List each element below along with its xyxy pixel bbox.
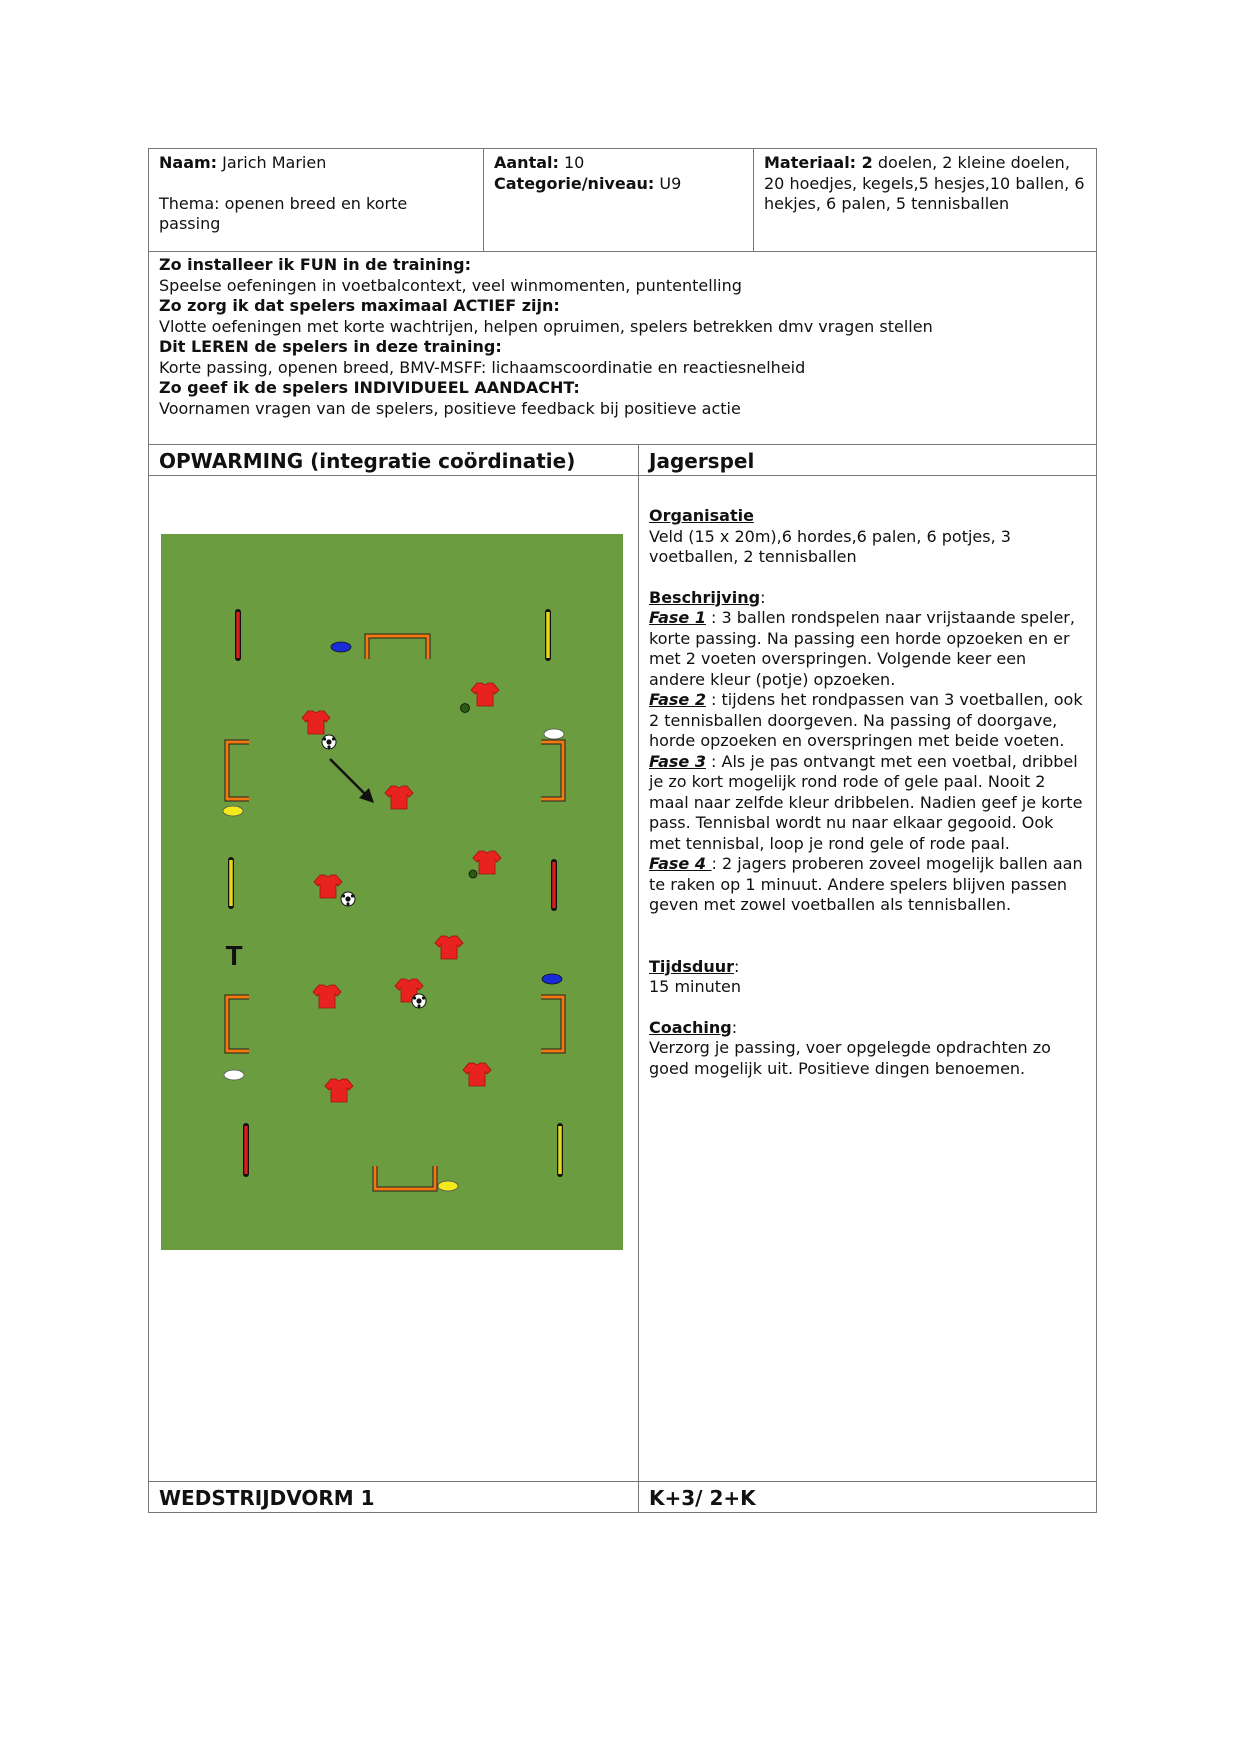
organisatie-title: Organisatie [649,506,754,525]
football [322,735,336,749]
tijdsduur-title: Tijdsduur [649,956,734,976]
player-shirt [471,683,499,706]
fase-4 [649,854,1086,916]
beschrijving-title: Beschrijving [649,587,761,607]
warmup-body-row [149,475,1096,1481]
diagram-cell [149,476,638,1481]
fase-3 [649,752,1086,855]
principle-leren [159,337,1086,378]
football-field-diagram [161,534,623,1250]
player-shirt [463,1063,491,1086]
header-row [149,149,1096,251]
warmup-header-row [149,444,1096,475]
cone-yellow [223,806,243,816]
principle-answer: Speelse oefeningen in voetbalcontext, veel winmomenten, puntentelling [159,275,742,295]
naam-value: Jarich Marien [217,153,327,172]
warmup-game-title: Jagerspel [638,445,1096,475]
coaching-colon: : [731,1017,738,1037]
beschrijving-heading [649,588,1086,609]
player-shirt [314,875,342,898]
categorie-label: Categorie/niveau: [494,173,655,193]
warmup-title: OPWARMING (integratie coördinatie) [159,449,576,473]
fase-1 [649,608,1086,690]
principle-question: Dit LEREN de spelers in deze training: [159,337,502,356]
training-sheet [148,148,1097,1513]
beschrijving-colon: : [760,587,766,607]
naam-label: Naam: [159,153,218,172]
cone-blue [331,642,351,652]
goal-left-upper [227,742,249,799]
cone-blue [542,974,562,984]
coaching-title: Coaching [649,1017,732,1037]
fase-text: : 2 jagers proberen zoveel mogelijk ballen aan te raken op 1 minuut. Andere spelers blijven passen geven met zowel voetballen als tennisballen. [649,854,1083,914]
fase-label: Fase 2 [649,690,706,709]
categorie-value: U9 [654,173,682,193]
trainer-label: T [225,940,243,971]
principle-question: Zo zorg ik dat spelers maximaal ACTIEF zijn: [159,296,560,315]
player-shirt [325,1079,353,1102]
pass-arrow-icon [330,759,374,803]
match-row [149,1481,1096,1512]
football [341,892,355,906]
fase-label: Fase 3 [649,751,706,771]
aantal-value: 10 [558,153,585,172]
cone-white [544,729,564,739]
goal-left-lower [227,997,249,1051]
player-shirt [473,851,501,874]
naam-cell [149,149,483,251]
fase-text: : 3 ballen rondspelen naar vrijstaande speler, korte passing. Na passing een horde opzoeken en er met 2 voeten overspringen. Volgende keer een andere kleur (potje) opzoeken. [649,608,1075,689]
materiaal-label: Materiaal: [764,153,857,172]
goal-bottom [375,1166,435,1189]
cone-yellow [438,1181,458,1191]
coaching-text: Verzorg je passing, voer opgelegde opdrachten zo goed mogelijk uit. Positieve dingen benoemen. [649,1038,1051,1078]
materiaal-count: 2 [856,153,873,172]
fase-label: Fase 4 [649,854,712,873]
match-title: WEDSTRIJDVORM 1 [159,1486,375,1510]
player-shirt [435,936,463,959]
tennis-ball [469,870,477,878]
principle-answer: Korte passing, openen breed, BMV-MSFF: lichaamscoordinatie en reactiesnelheid [159,357,806,377]
principle-actief [159,296,1086,337]
materiaal-value: doelen, 2 kleine doelen, 20 hoedjes, kegels,5 hesjes,10 ballen, 6 hekjes, 6 palen, 5 tennisballen [764,153,1085,213]
description-cell [638,476,1096,1481]
tijdsduur-text: 15 minuten [649,977,742,996]
principle-question: Zo installeer ik FUN in de training: [159,255,471,274]
principle-answer: Vlotte oefeningen met korte wachtrijen, helpen opruimen, spelers betrekken dmv vragen stellen [159,316,933,336]
aantal-label: Aantal: [494,153,559,172]
organisatie-text: Veld (15 x 20m),6 hordes,6 palen, 6 potjes, 3 voetballen, 2 tennisballen [649,526,1011,566]
principles-cell [149,252,1096,444]
match-format: K+3/ 2+K [638,1482,1096,1512]
tennis-ball [461,704,470,713]
fase-label: Fase 1 [649,608,706,627]
goal-right-upper [541,742,563,799]
player-shirt [385,786,413,809]
coaching-heading [649,1018,1086,1039]
fase-2 [649,690,1086,752]
aantal-cell [483,149,753,251]
football [412,994,426,1008]
player-shirt [302,711,330,734]
principle-answer: Voornamen vragen van de spelers, positieve feedback bij positieve actie [159,398,741,418]
thema-text: Thema: openen breed en korte passing [159,193,408,233]
fase-text: : tijdens het rondpassen van 3 voetballen, ook 2 tennisballen doorgeven. Na passing of doorgave, horde opzoeken en overspringen met beide voeten. [649,690,1083,750]
tijdsduur-colon: : [733,956,740,976]
fase-text: : Als je pas ontvangt met een voetbal, dribbel je zo kort mogelijk rond rode of gele paal. Nooit 2 maal naar zelfde kleur dribbelen. Nadien geef je korte pass. Tennisbal wordt nu naar elkaar gegooid. Ook met tennisbal, loop je rond gele of rode paal. [649,751,1083,853]
principles-row [149,251,1096,444]
goal-right-lower [541,997,563,1051]
principle-fun [159,255,1086,296]
player-shirt [313,985,341,1008]
principle-aandacht [159,378,1086,419]
principle-question: Zo geef ik de spelers INDIVIDUEEL AANDACHT: [159,378,580,397]
tijdsduur-heading [649,957,1086,978]
cone-white [224,1070,244,1080]
materiaal-cell [753,149,1096,251]
goal-top [367,636,428,659]
